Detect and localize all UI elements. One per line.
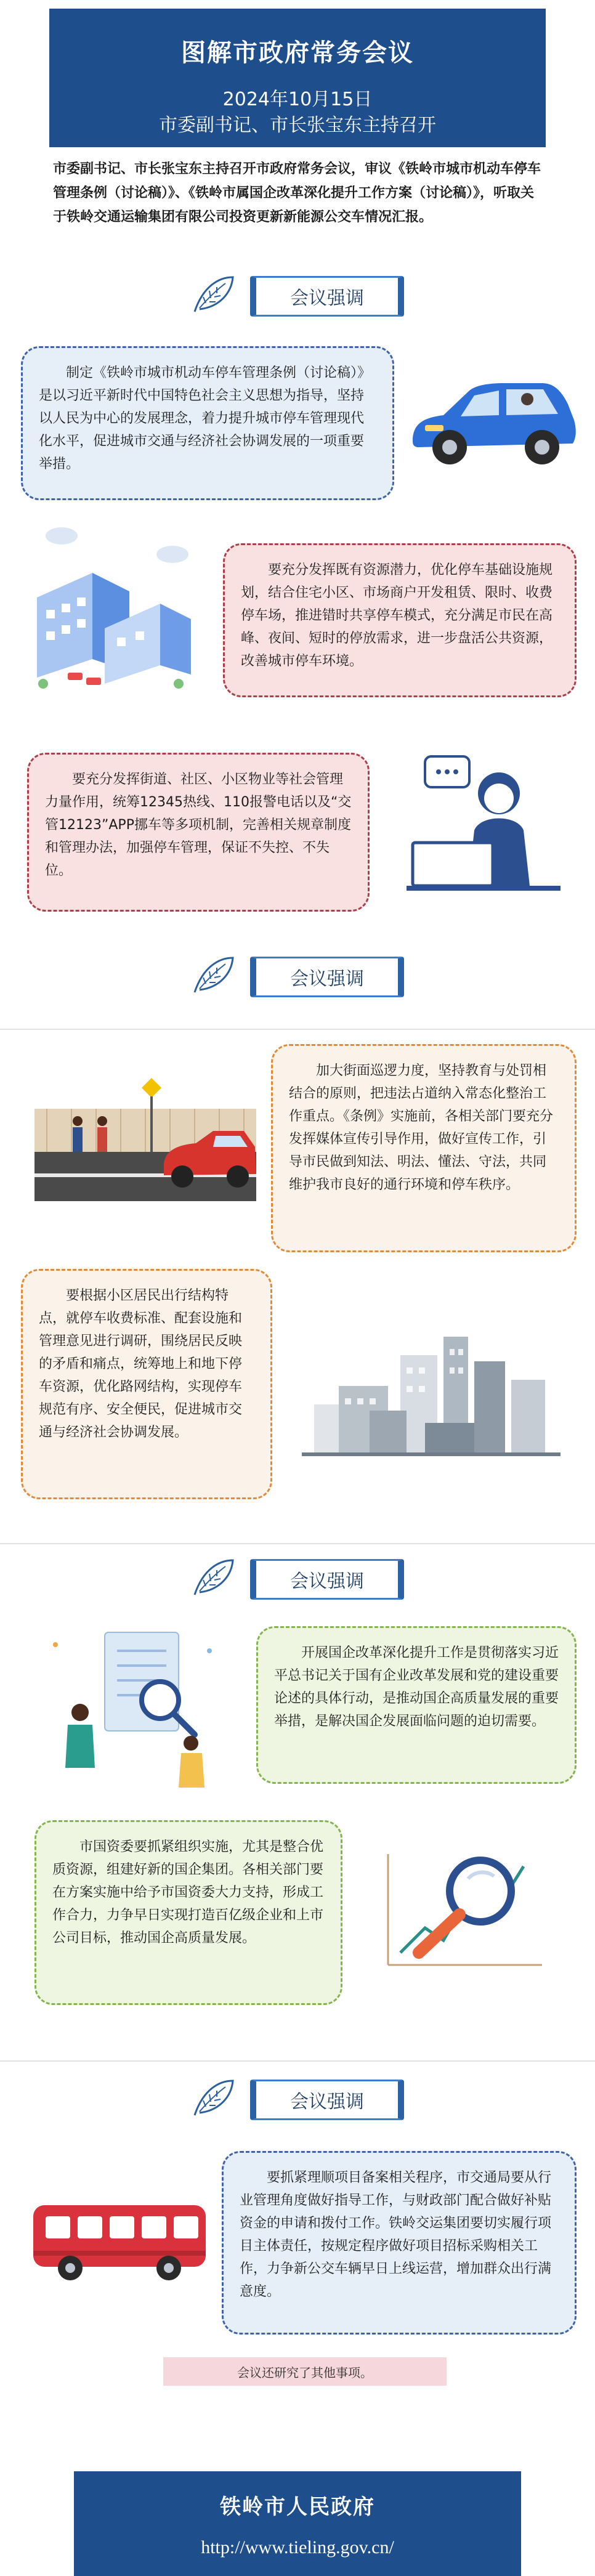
footer-org-name: 铁岭市人民政府 — [220, 2495, 375, 2519]
section-divider — [0, 2060, 595, 2062]
section-heading-4 — [191, 2075, 413, 2124]
section-heading-3 — [191, 1554, 413, 1603]
paragraph-box: 加大街面巡逻力度，坚持教育与处罚相结合的原则，把违法占道纳入常态化整治工作重点。《条例》实施前，各相关部门要充分发挥媒体宣传引导作用，做好宣传工作，引导市民做到知法、明法、懂法、守法，共同维护我市良好的通行环境和停车秩序。 — [271, 1044, 577, 1252]
paragraph-box: 市国资委要抓紧组织实施，尤其是整合优质资源，组建好新的国企集团。各相关部门要在方案实施中给予市国资委大力支持，形成工作合力，力争早日实现打造百亿级企业和上市公司目标，推动国企高质量发展。 — [34, 1820, 342, 2005]
section-divider — [0, 1543, 595, 1544]
page-title: 图解市政府常务会议 — [181, 39, 414, 67]
footer-banner — [74, 2471, 521, 2576]
header-banner — [49, 9, 546, 147]
leaf-icon — [191, 2077, 237, 2120]
section-heading-label: 会议强调 — [250, 957, 404, 997]
leaf-icon — [191, 1557, 237, 1600]
skyline-illustration — [302, 1331, 561, 1460]
other-matters-note: 会议还研究了其他事项。 — [163, 2357, 447, 2386]
magnifier-chart-illustration — [382, 1842, 548, 1977]
meeting-host: 市委副书记、市长张宝东主持召开 — [159, 115, 436, 136]
pedestrian-street-illustration — [34, 1072, 256, 1201]
paragraph-box: 要充分发挥既有资源潜力，优化停车基础设施规划，结合住宅小区、市场商户开发租赁、限时、收费停车场，推进错时共享停车模式，充分满足市民在高峰、夜间、短时的停放需求，进一步盘活公共资源，改善城市停车环境。 — [223, 543, 577, 697]
paragraph-box: 要充分发挥街道、社区、小区物业等社会管理力量作用，统筹12345热线、110报警电话以及“交管12123”APP挪车等多项机制，完善相关规章制度和管理办法，加强停车管理，保证不失控、不失位。 — [27, 753, 370, 912]
section-heading-label: 会议强调 — [250, 2080, 404, 2120]
section-heading-1 — [191, 271, 413, 320]
leaf-icon — [191, 954, 237, 997]
intro-paragraph: 市委副书记、市长张宝东主持召开市政府常务会议，审议《铁岭市城市机动车停车管理条例（讨论稿）》、《铁岭市属国企改革深化提升工作方案（讨论稿）》，听取关于铁岭交通运输集团有限公司投资更新新能源公交车情况汇报。 — [53, 161, 541, 225]
meeting-date: 2024年10月15日 — [222, 89, 373, 110]
footer-url-link[interactable]: http://www.tieling.gov.cn/ — [201, 2537, 394, 2558]
leaf-icon — [191, 273, 237, 317]
section-divider — [0, 1029, 595, 1030]
customer-service-illustration — [400, 750, 567, 898]
paragraph-box: 要根据小区居民出行结构特点，就停车收费标准、配套设施和管理意见进行调研，围绕居民反映的矛盾和痛点，统筹地上和地下停车资源，优化路网结构，实现停车规范有序、安全便民，促进城市交通与经济社会协调发展。 — [21, 1269, 272, 1499]
document-review-illustration — [43, 1626, 228, 1792]
section-heading-label: 会议强调 — [250, 1559, 404, 1600]
section-heading-2 — [191, 952, 413, 1001]
paragraph-box: 开展国企改革深化提升工作是贯彻落实习近平总书记关于国有企业改革发展和党的建设重要论述的具体行动，是推动国企高质量发展的重要举措，是解决国企发展面临问题的迫切需要。 — [256, 1626, 577, 1784]
car-illustration — [407, 361, 579, 472]
section-heading-label: 会议强调 — [250, 276, 404, 317]
paragraph-box: 要抓紧理顺项目备案相关程序，市交通局要从行业管理角度做好指导工作，与财政部门配合做好补贴资金的申请和拨付工作。铁岭交运集团要切实履行项目主体责任，按规定程序做好项目招标采购相关工作，力争新公交车辆早日上线运营，增加群众出行满意度。 — [222, 2151, 577, 2335]
bus-illustration — [27, 2199, 212, 2285]
paragraph-box: 制定《铁岭市城市机动车停车管理条例（讨论稿）》是以习近平新时代中国特色社会主义思想为指导，坚持以人民为中心的发展理念，着力提升城市停车管理现代化水平，促进城市交通与经济社会协调发展的一项重要举措。 — [21, 346, 394, 500]
city-buildings-illustration — [25, 511, 203, 696]
